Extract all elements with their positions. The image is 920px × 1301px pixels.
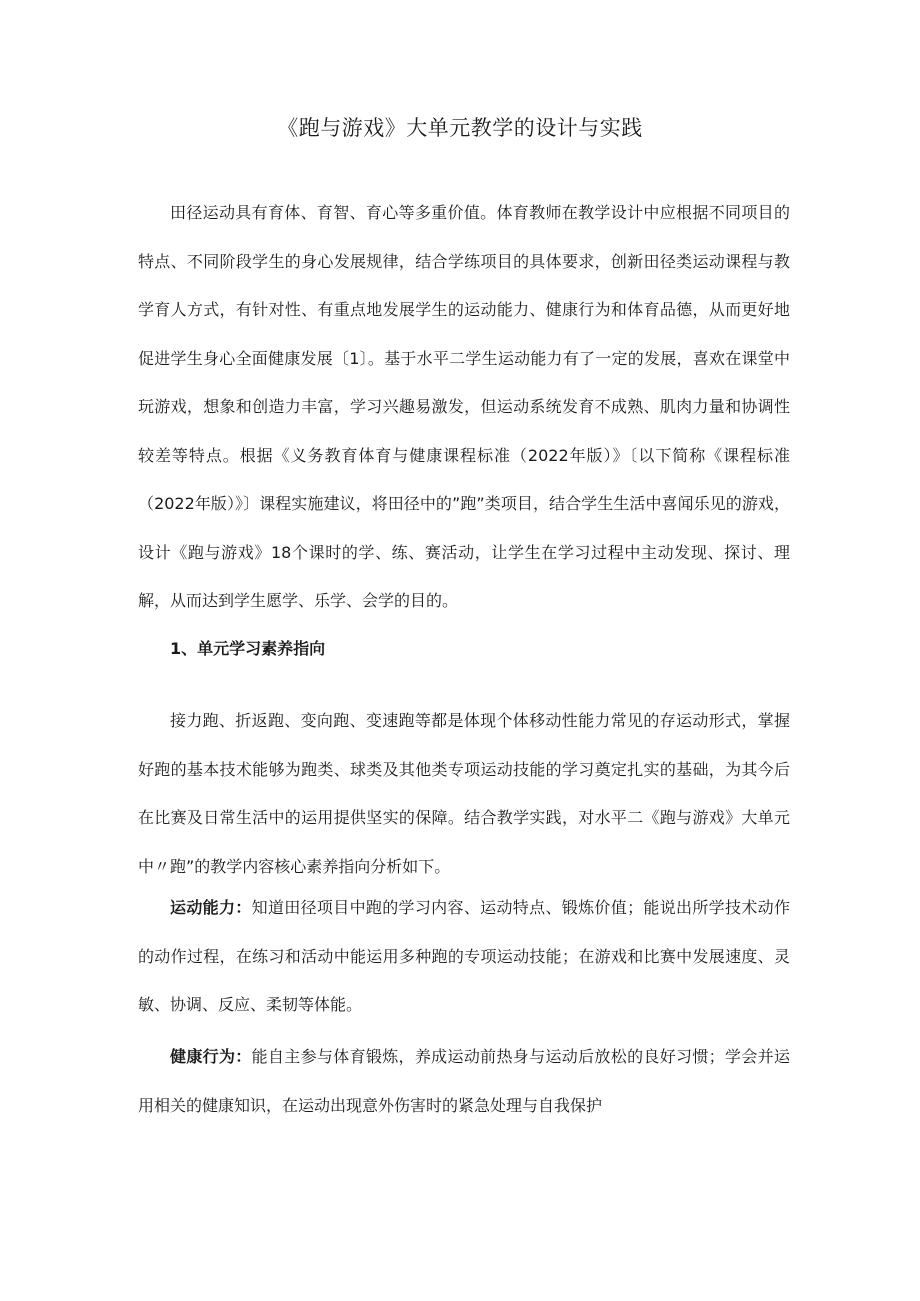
section-heading: 1、单元学习素养指向 bbox=[170, 639, 326, 658]
motor-ability-text: 知道田径项目中跑的学习内容、运动特点、锻炼价值；能说出所学技术动作的动作过程，在练习和活动中能运用多种跑的专项运动技能；在游戏和比赛中发展速度、灵敏、协调、反应、柔韧等体能。 bbox=[138, 898, 790, 1014]
intro-paragraph: 田径运动具有育体、育智、育心等多重价值。体育教师在教学设计中应根据不同项目的特点、不同阶段学生的身心发展规律，结合学练项目的具体要求，创新田径类运动课程与教学育人方式，有针对性、有重点地发展学生的运动能力、健康行为和体育品德，从而更好地促进学生身心全面健康发展〔1〕。基于水平二学生运动能力有了一定的发展，喜欢在课堂中玩游戏，想象和创造力丰富，学习兴趣易激发，但运动系统发育不成熟、肌肉力量和协调性较差等特点。根据《义务教育体育与健康课程标准（2022年版）》〔以下简称《课程标准（2022年版）》〕课程实施建议，将田径中的”跑”类项目，结合学生生活中喜闻乐见的游戏，设计《跑与游戏》18个课时的学、练、赛活动，让学生在学习过程中主动发现、探讨、理解，从而达到学生愿学、乐学、会学的目的。 bbox=[138, 203, 790, 610]
health-behavior-paragraph bbox=[138, 1033, 790, 1130]
document-title: 《跑与游戏》大单元教学的设计与实践 bbox=[277, 116, 643, 141]
motor-ability-label: 运动能力： bbox=[170, 898, 252, 917]
health-behavior-label: 健康行为： bbox=[170, 1047, 252, 1066]
motor-ability-paragraph bbox=[138, 884, 790, 1030]
section-intro-paragraph: 接力跑、折返跑、变向跑、变速跑等都是体现个体移动性能力常见的存运动形式，掌握好跑的基本技术能够为跑类、球类及其他类专项运动技能的学习奠定扎实的基础，为其今后在比赛及日常生活中的运用提供坚实的保障。结合教学实践，对水平二《跑与游戏》大单元中〃跑”的教学内容核心素养指向分析如下。 bbox=[138, 711, 790, 876]
health-behavior-text: 能自主参与体育锻炼，养成运动前热身与运动后放松的良好习惯；学会并运用相关的健康知识，在运动出现意外伤害时的紧急处理与自我保护 bbox=[138, 1047, 790, 1115]
